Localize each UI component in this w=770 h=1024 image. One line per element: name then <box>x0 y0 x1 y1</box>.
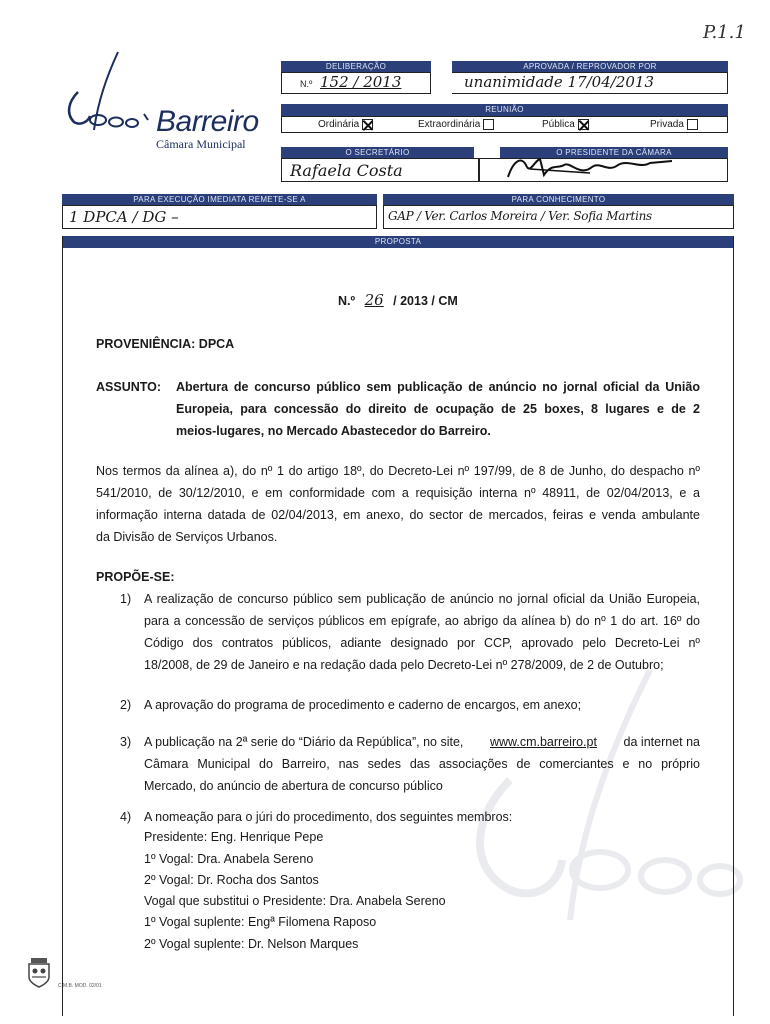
option-ordinaria[interactable] <box>318 119 373 130</box>
proposal-number-suffix: / 2013 / CM <box>393 294 458 308</box>
option-extraordinaria[interactable] <box>418 119 494 130</box>
conhecimento-value: GAP / Ver. Carlos Moreira / Ver. Sofia Martins <box>388 209 652 223</box>
proposal-number-prefix: N.º <box>338 294 356 308</box>
municipality-logo <box>58 50 273 160</box>
item-1-line-1: A realização de concurso público sem publicação de anúncio no jornal oficial da União Europeia, <box>144 592 700 606</box>
aprovada-value: unanimidade 17/04/2013 <box>464 73 654 91</box>
publica-label: Pública <box>542 119 575 130</box>
item-2-number: 2) <box>120 698 132 712</box>
ordinaria-checkbox[interactable] <box>362 119 373 130</box>
execucao-box <box>62 205 377 229</box>
assunto-line-1: Abertura de concurso público sem publicação de anúncio no jornal oficial da União <box>176 380 700 394</box>
item-1-number: 1) <box>120 592 132 606</box>
page-number: P.1.1 <box>703 22 746 43</box>
jury-member: 1º Vogal suplente: Engª Filomena Raposo <box>144 915 377 929</box>
jury-member: Presidente: Eng. Henrique Pepe <box>144 830 324 844</box>
deliberacao-label: DELIBERAÇÃO <box>281 61 431 73</box>
signature-divider <box>478 158 480 182</box>
propoe-heading: PROPÕE-SE: <box>96 570 175 584</box>
intro-line-3: informação interna datada de 02/04/2013, em anexo, do sector de mercados, feiras e venda ambulante <box>96 508 700 522</box>
item-3-text-a: A publicação na 2ª serie do “Diário da República”, no site, <box>144 735 464 749</box>
item-4-text: A nomeação para o júri do procedimento, dos seguintes membros: <box>144 810 513 824</box>
item-3-number: 3) <box>120 735 132 749</box>
logo-emblem-icon <box>58 50 168 160</box>
jury-member: Vogal que substitui o Presidente: Dra. Anabela Sereno <box>144 894 446 908</box>
proposal-number-hand: 26 <box>364 291 384 309</box>
item-3-text-b: da internet na <box>623 735 700 749</box>
conhecimento-label: PARA CONHECIMENTO <box>383 194 734 206</box>
option-privada[interactable] <box>650 119 698 130</box>
aprovada-box <box>452 72 728 94</box>
secretario-signature: Rafaela Costa <box>290 161 403 180</box>
signatures-box <box>281 158 728 182</box>
item-3-line-2: Câmara Municipal do Barreiro, nas sedes das associações de comerciantes e no próprio <box>144 757 700 771</box>
municipal-seal-icon <box>22 955 56 989</box>
execucao-value: 1 DPCA / DG – <box>69 208 179 226</box>
conhecimento-box <box>383 205 734 229</box>
reuniao-label: REUNIÃO <box>281 104 728 116</box>
deliberacao-box <box>281 72 431 94</box>
extraordinaria-checkbox[interactable] <box>483 119 494 130</box>
form-code: C.M.B. MOD. 02/01 <box>58 983 102 989</box>
logo-subtitle: Câmara Municipal <box>156 137 246 151</box>
privada-checkbox[interactable] <box>687 119 698 130</box>
proposta-label: PROPOSTA <box>62 236 734 248</box>
presidente-label: O PRESIDENTE DA CÂMARA <box>500 147 728 159</box>
aprovada-label: APROVADA / REPROVADOR POR <box>452 61 728 73</box>
logo-name: Barreiro <box>156 105 259 138</box>
item-1-line-4: 18/2008, de 29 de Janeiro e na redação dada pelo Decreto-Lei nº 278/2009, de 2 de Outubro; <box>144 658 664 672</box>
jury-member: 2º Vogal: Dr. Rocha dos Santos <box>144 873 319 887</box>
item-1-line-3: Código dos contratos públicos, adiante designado por CCP, aprovado pelo Decreto-Lei nº <box>144 636 700 650</box>
deliberacao-prefix: N.º <box>300 79 313 89</box>
item-3-line-1 <box>144 731 700 753</box>
item-1-line-2: para a concessão de serviços públicos em epígrafe, ao abrigo da alínea b) do nº 1 do art. 16º do <box>144 614 700 628</box>
jury-member: 1º Vogal: Dra. Anabela Sereno <box>144 852 314 866</box>
assunto-label: ASSUNTO: <box>96 380 162 394</box>
website-link[interactable]: www.cm.barreiro.pt <box>489 735 597 749</box>
intro-line-4: da Divisão de Serviços Urbanos. <box>96 530 278 544</box>
intro-line-2: 541/2010, de 30/12/2010, e em conformidade com a requisição interna nº 48911, de 02/04/2013, e a <box>96 486 700 500</box>
item-4-number: 4) <box>120 810 132 824</box>
presidente-signature-icon <box>500 155 680 183</box>
secretario-label: O SECRETÁRIO <box>281 147 474 159</box>
intro-line-1: Nos termos da alínea a), do nº 1 do artigo 18º, do Decreto-Lei nº 197/99, de 8 de Junho, do despacho nº <box>96 464 700 478</box>
assunto-line-3: meios-lugares, no Mercado Abastecedor do Barreiro. <box>176 424 491 438</box>
privada-label: Privada <box>650 119 684 130</box>
item-3-line-3: Mercado, do anúncio de abertura de concurso público <box>144 779 443 793</box>
proposal-number <box>338 289 458 312</box>
extraordinaria-label: Extraordinária <box>418 119 481 130</box>
reuniao-options <box>281 116 728 133</box>
option-publica[interactable] <box>542 119 589 130</box>
assunto-line-2: Europeia, para concessão do direito de ocupação de 25 boxes, 8 lugares e de 2 <box>176 402 700 416</box>
publica-checkbox[interactable] <box>578 119 589 130</box>
execucao-label: PARA EXECUÇÃO IMEDIATA REMETE-SE A <box>62 194 377 206</box>
item-2-text: A aprovação do programa de procedimento e caderno de encargos, em anexo; <box>144 698 582 712</box>
deliberacao-number: 152 / 2013 <box>320 73 402 91</box>
ordinaria-label: Ordinária <box>318 119 360 130</box>
jury-member: 2º Vogal suplente: Dr. Nelson Marques <box>144 937 359 951</box>
proveniencia: PROVENIÊNCIA: DPCA <box>96 337 235 351</box>
